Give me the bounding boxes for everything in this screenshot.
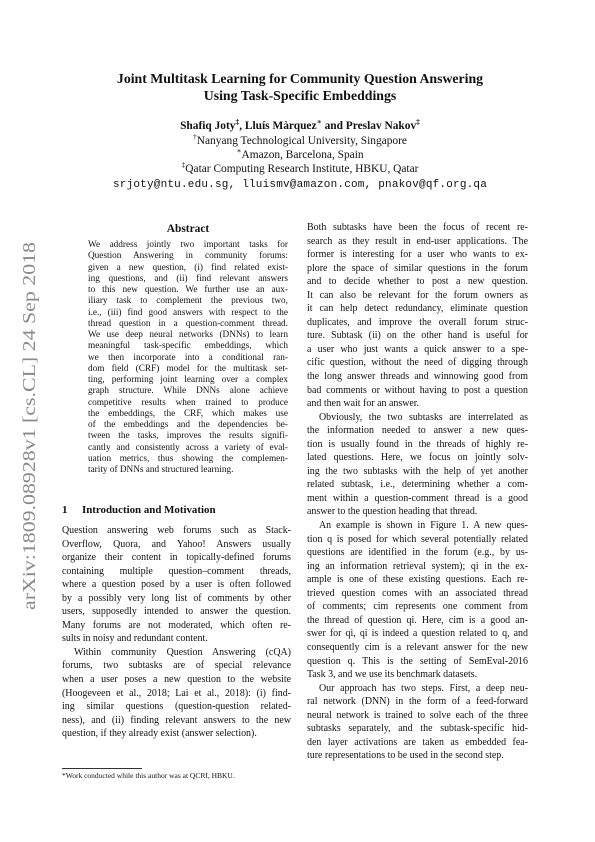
section-heading <box>62 504 216 516</box>
text-line: Obviously, the two subtasks are interrelated as <box>319 411 528 423</box>
text-line: sults in noisy and redundant content. <box>62 633 208 645</box>
text-line: ral network (DNN) in the form of a feed-forward <box>307 696 528 708</box>
text-line: answer to the question heading that thread. <box>307 506 478 518</box>
affiliation-text: Amazon, Barcelona, Spain <box>241 149 364 161</box>
text-line: given a new question, (i) find related exist- <box>88 262 288 273</box>
text-line: a user who just wants a quick answer to a spe- <box>307 343 528 355</box>
text-line: trieved question comes with an associated thread <box>307 587 528 599</box>
text-line: the embeddings, the CRF, which makes use <box>88 408 288 419</box>
text-line: the information needed to answer a new ques- <box>307 425 528 437</box>
text-line: ting, performing joint learning over a complex <box>88 375 288 385</box>
text-line: tion is usually found in the threads of highly re- <box>307 438 528 450</box>
text-line: the thread of question qi. Here, cim is a good an- <box>307 614 528 626</box>
text-line: ture representations to be used in the second step. <box>307 750 504 762</box>
text-line: cantly and consistently across a variety of eval- <box>88 442 288 453</box>
text-line: Task 3, and we use its benchmark datasets. <box>307 669 478 681</box>
text-line: Question answering web forums such as Stack- <box>62 525 291 536</box>
text-line: ment within a question-comment thread is a good <box>307 492 528 504</box>
text-line: iliary task to complement the previous two, <box>88 296 288 307</box>
text-line: Our approach has two steps. First, a deep neu- <box>319 682 528 694</box>
affiliation-mark: ∗ <box>236 146 242 156</box>
affiliation-qcri <box>60 160 540 175</box>
author-marquez-mark: ∗ <box>316 117 322 127</box>
text-line: ing the two subtasks with the help of yet another <box>307 465 528 477</box>
text-line: ing questions, and (ii) find relevant answers <box>88 273 288 284</box>
arxiv-id-text: arXiv:1809.08928v1 [cs.CL] 24 Sep 2018 <box>19 315 39 610</box>
text-line: questions are identified in the forum (e.g., by us- <box>307 547 528 559</box>
text-line: swer for qi, qi is indeed a question related to q, and <box>307 628 528 640</box>
text-line: duplicates, and improve the overall forum struc- <box>307 316 528 328</box>
text-line: subtasks separately, and the subtask-specific hid- <box>307 723 528 735</box>
text-line: containing multiple question–comment threads, <box>62 565 291 577</box>
author-emails: srjoty@ntu.edu.sg, lluismv@amazon.com, pnakov@qf.org.qa <box>112 179 488 191</box>
abstract-body <box>88 240 288 476</box>
text-line: related subtask, i.e., determining whether a com- <box>307 479 528 491</box>
text-line: ing similar questions (question-question related- <box>62 701 291 713</box>
text-line: competitive results when trained to produce <box>88 397 288 408</box>
text-line: We address jointly two important tasks for <box>88 240 288 250</box>
text-line: the long answer threads and winnowing good from <box>307 371 528 383</box>
text-line: former is interesting for a user who wants to ex- <box>307 249 528 261</box>
text-line: plore the space of similar questions in the forum <box>307 262 528 274</box>
text-line: by a possibly very long list of comments by other <box>62 592 291 604</box>
paper-title-line-1: Joint Multitask Learning for Community Question Answering <box>116 71 484 86</box>
text-line: Many forums are not moderated, which often re- <box>62 619 291 631</box>
text-line: and then wait for an answer. <box>307 398 420 410</box>
text-line: cific question, without the need of digging through <box>307 357 528 369</box>
affiliation-text: Nanyang Technological University, Singapore <box>196 135 407 147</box>
text-line: Overflow, Quora, and Yahoo! Answers usually <box>62 538 291 550</box>
left-column-text <box>62 524 291 741</box>
text-line: ing an information retrieval system); qi in the ex- <box>307 560 528 572</box>
affiliation-amazon <box>60 146 540 161</box>
text-line: ample is one of these existing questions. Each re- <box>307 574 528 586</box>
text-line: consequently cim is a relevant answer for the new <box>307 641 528 653</box>
text-line: tarity of DNNs and structured learning. <box>88 465 234 475</box>
text-line: of the embeddings and the dependencies be- <box>88 420 288 430</box>
text-line: tion q is posed for which several potentially related <box>307 533 528 545</box>
affiliation-text: Qatar Computing Research Institute, HBKU, Qatar <box>185 163 419 175</box>
text-line: i.e., (iii) find good answers with respect to the <box>88 307 288 318</box>
text-line: users, supposedly intended to answer the question. <box>62 606 291 618</box>
author-marquez: , Lluís Màrquez <box>239 120 317 132</box>
author-joty-mark: ‡ <box>235 117 240 127</box>
section-title: Introduction and Motivation <box>82 504 216 516</box>
text-line: We use deep neural networks (DNNs) to learn <box>88 330 288 340</box>
text-line: thread question in a question-comment thread. <box>88 318 288 329</box>
text-line: neural network is trained to solve each of the three <box>307 709 528 721</box>
arxiv-identifier <box>8 240 44 610</box>
text-line: to this new question. We further use an aux- <box>88 285 288 295</box>
right-column-text <box>307 221 528 763</box>
text-line: and to decide whether to post a new question. <box>307 276 528 288</box>
text-line: question, if they already exist (answer selection). <box>62 728 257 740</box>
text-line: bad comments or without having to post a question <box>307 384 528 396</box>
text-line: meaningful task-specific embeddings, which <box>88 341 288 352</box>
footnote: *Work conducted while this author was at QCRI, HBKU. <box>62 771 235 780</box>
author-nakov: and Preslav Nakov <box>321 120 417 132</box>
text-line: where a question posed by a user is often followed <box>62 579 291 591</box>
text-line: An example is shown in Figure 1. A new ques- <box>319 520 528 532</box>
text-line: Both subtasks have been the focus of recent re- <box>307 222 528 233</box>
abstract-heading: Abstract <box>166 223 210 235</box>
affiliation-mark: † <box>193 132 197 142</box>
text-line: we then incorporate into a conditional ran- <box>88 352 288 363</box>
text-line: tween the tasks, improves the results signifi- <box>88 431 288 442</box>
text-line: ness), and (ii) finding relevant answers to the new <box>62 714 291 726</box>
text-line: it can help detect redundancy, eliminate question <box>307 303 528 315</box>
text-line: ture. Subtask (ii) on the other hand is useful for <box>307 330 528 342</box>
affiliation-mark: ‡ <box>181 160 186 170</box>
text-line: search as they result in end-user applications. The <box>307 235 528 247</box>
text-line: It can also be relevant for the forum owners as <box>307 289 528 301</box>
text-line: forums, two subtasks are of special relevance <box>62 660 291 672</box>
text-line: Within community Question Answering (cQA) <box>74 646 291 658</box>
text-line: Question Answering in community forums: <box>88 251 288 262</box>
author-joty: Shafiq Joty <box>180 120 236 132</box>
author-list <box>60 117 540 132</box>
text-line: organize their content in topically-defined forums <box>62 552 291 564</box>
affiliation-ntu <box>60 132 540 147</box>
text-line: lated questions. Here, we focus on jointly solv- <box>307 452 528 464</box>
text-line: of comments; cim represents one comment from <box>307 601 528 613</box>
text-line: uation metrics, thus showing the complemen- <box>88 453 288 464</box>
text-line: den layer activations are taken as embedded fea- <box>307 736 528 748</box>
text-line: graph structure. While DNNs alone achieve <box>88 386 288 397</box>
text-line: question q. This is the setting of SemEval-2016 <box>307 655 528 667</box>
text-line: (Hoogeveen et al., 2018; Lai et al., 2018): (i) find- <box>62 687 291 699</box>
text-line: when a user poses a new question to the website <box>62 674 291 686</box>
text-line: dom field (CRF) model for the multitask set- <box>88 363 288 374</box>
footnote-rule <box>62 768 142 769</box>
author-nakov-mark: ‡ <box>416 117 420 127</box>
paper-title-line-2: Using Task-Specific Embeddings <box>203 88 397 103</box>
section-number: 1 <box>62 504 68 516</box>
